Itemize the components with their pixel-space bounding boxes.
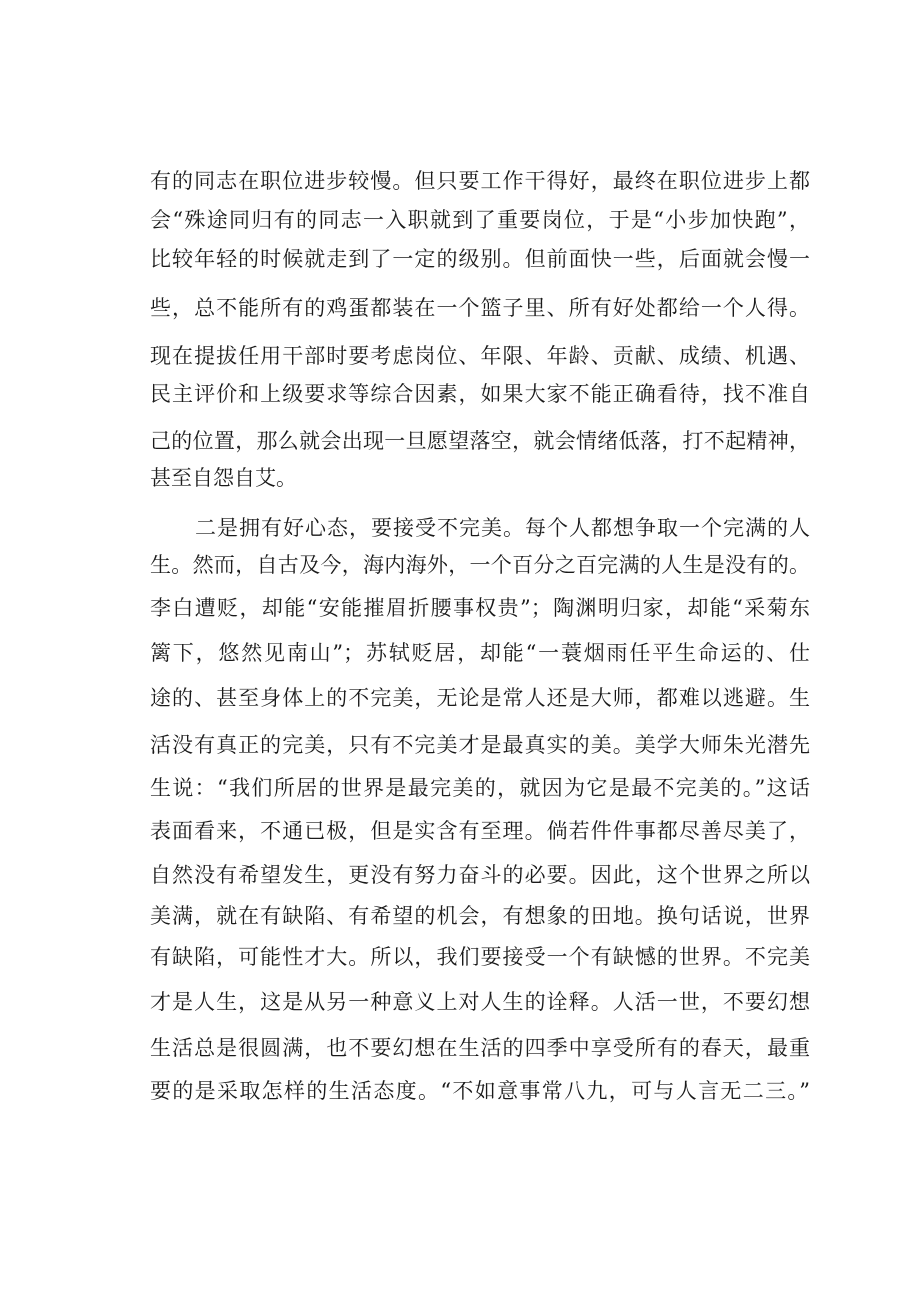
text-line-14: 活没有真正的完美，只有不完美才是最真实的美。美学大师朱光潜先 — [150, 733, 810, 757]
text-line-3: 比较年轻的时候就走到了一定的级别。但前面快一些，后面就会慢一 — [150, 247, 810, 271]
text-line-12: 篱下，悠然见南山”；苏轼贬居，却能“一蓑烟雨任平生命运的、仕 — [150, 641, 810, 665]
text-line-5: 现在提拔任用干部时要考虑岗位、年限、年龄、贡献、成绩、机遇、 — [150, 344, 810, 368]
text-line-7: 己的位置，那么就会出现一旦愿望落空，就会情绪低落，打不起精神， — [150, 429, 810, 453]
text-line-22: 要的是采取怎样的生活态度。“不如意事常八九，可与人言无二三。” — [150, 1079, 810, 1103]
text-line-13: 途的、甚至身体上的不完美，无论是常人还是大师，都难以逃避。生 — [150, 686, 810, 710]
text-line-20: 才是人生，这是从另一种意义上对人生的诠释。人活一世，不要幻想 — [150, 990, 810, 1014]
text-line-1: 有的同志在职位进步较慢。但只要工作干得好，最终在职位进步上都 — [150, 169, 810, 193]
text-line-6: 民主评价和上级要求等综合因素，如果大家不能正确看待，找不准自 — [150, 382, 810, 406]
text-line-2: 会“殊途同归有的同志一入职就到了重要岗位，于是“小步加快跑”， — [150, 208, 810, 232]
text-line-17: 自然没有希望发生，更没有努力奋斗的必要。因此，这个世界之所以 — [150, 863, 810, 887]
text-line-11: 李白遭贬，却能“安能摧眉折腰事权贵”；陶渊明归家，却能“采菊东 — [150, 596, 810, 620]
text-line-4: 些，总不能所有的鸡蛋都装在一个篮子里、所有好处都给一个人得。 — [150, 296, 810, 320]
text-line-21: 生活总是很圆满，也不要幻想在生活的四季中享受所有的春天，最重 — [150, 1036, 810, 1060]
text-line-8: 甚至自怨自艾。 — [150, 466, 297, 490]
text-line-19: 有缺陷，可能性才大。所以，我们要接受一个有缺憾的世界。不完美 — [150, 945, 810, 969]
text-line-18: 美满，就在有缺陷、有希望的机会，有想象的田地。换句话说，世界 — [150, 904, 810, 928]
paragraph-2-first-line: 二是拥有好心态，要接受不完美。每个人都想争取一个完满的人 — [195, 516, 810, 540]
text-line-15: 生说：“我们所居的世界是最完美的，就因为它是最不完美的。”这话 — [150, 776, 810, 800]
text-line-10: 生。然而，自古及今，海内海外，一个百分之百完满的人生是没有的。 — [150, 553, 810, 577]
text-line-16: 表面看来，不通已极，但是实含有至理。倘若件件事都尽善尽美了， — [150, 819, 810, 843]
